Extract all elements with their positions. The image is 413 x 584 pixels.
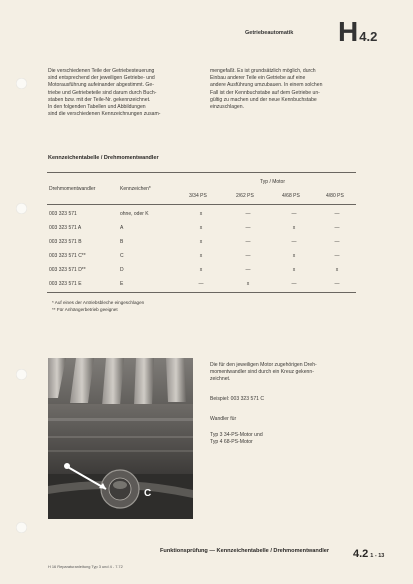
- table-bottom-rule: [47, 292, 356, 293]
- table-header-converter: Drehmomentwandler: [49, 186, 96, 192]
- footer-section-code: 4.2: [353, 548, 369, 560]
- intro-line: Motorausführung aufeinander abgestimmt. Ge-: [48, 82, 154, 89]
- engine-cell: —: [245, 239, 251, 245]
- engine-cell: x: [292, 225, 296, 231]
- table-group-header: Typ / Motor: [260, 179, 286, 185]
- engine-cell: —: [334, 253, 340, 259]
- punch-hole-3: [16, 369, 27, 380]
- intro-line: triebe und Getriebeteile sind darum durch Buch-: [48, 89, 157, 96]
- header-section-code: [338, 18, 377, 46]
- photo-caption: [210, 362, 360, 384]
- intro-line: Die verschiedenen Teile der Getriebesteuerung: [48, 68, 155, 74]
- table-header-engine: 3/34 PS: [189, 193, 207, 199]
- engine-cell: x: [199, 267, 203, 273]
- engine-cell: —: [291, 211, 297, 217]
- caption-types: [210, 432, 360, 446]
- part-number: 003 323 571 A: [49, 225, 82, 231]
- engine-cell: —: [245, 267, 251, 273]
- photo-label: C: [144, 488, 152, 499]
- table-header-engine: 2/62 PS: [236, 193, 254, 199]
- caption-line: momentwandler sind durch ein Kreuz gekenn-: [210, 369, 314, 376]
- intro-line: Fall ist der Kennbuchstabe auf dem Getriebe un-: [210, 89, 320, 96]
- footer-edition: H 16 Reparaturanleitung Typ 3 und 4 - 7.72: [48, 564, 123, 569]
- intro-line: andere Ausführung umzubauen. In einem solchen: [210, 82, 323, 89]
- mark-code: ohne, oder K: [120, 211, 149, 217]
- engine-cell: —: [334, 281, 340, 287]
- engine-cell: —: [245, 211, 251, 217]
- mark-code: B: [120, 239, 124, 245]
- caption-type-line: Typ 3 34-PS-Motor und: [210, 432, 263, 438]
- engine-cell: —: [291, 281, 297, 287]
- table-header-mark: Kennzeichen*: [120, 186, 151, 192]
- engine-cell: x: [199, 253, 203, 259]
- intro-line: sind entsprechend der jeweiligen Getriebe- und: [48, 75, 155, 82]
- mark-code: C: [120, 253, 124, 259]
- engine-cell: x: [199, 225, 203, 231]
- part-number: 003 323 571 D**: [49, 267, 86, 273]
- header-title: Getriebeautomatik: [245, 30, 294, 36]
- header-code-number: 4.2: [359, 29, 378, 44]
- caption-line: Die für den jeweiligen Motor zugehörigen Dreh-: [210, 362, 317, 368]
- engine-cell: —: [334, 225, 340, 231]
- engine-cell: —: [334, 239, 340, 245]
- section-title: Kennzeichentabelle / Drehmomentwandler: [48, 155, 159, 161]
- engine-cell: x: [199, 239, 203, 245]
- part-number: 003 323 571 E: [49, 281, 82, 287]
- table-header-engine: 4/80 PS: [326, 193, 344, 199]
- caption-type-line: Typ 4 68-PS-Motor: [210, 439, 253, 446]
- engine-cell: —: [291, 239, 297, 245]
- part-number: 003 323 571 C**: [49, 253, 86, 259]
- intro-line: einzuschlagen.: [210, 104, 244, 111]
- intro-line: mengefaßt. Es ist grundsätzlich möglich, durch: [210, 68, 316, 74]
- part-number: 003 323 571: [49, 211, 77, 217]
- part-number: 003 323 571 B: [49, 239, 82, 245]
- intro-left-column: [48, 68, 191, 118]
- mark-code: D: [120, 267, 124, 273]
- caption-line: zeichnet.: [210, 376, 231, 383]
- engine-cell: —: [334, 211, 340, 217]
- header-code-letter: H: [338, 16, 359, 47]
- punch-hole-2: [16, 203, 27, 214]
- torque-converter-photo: [48, 358, 193, 519]
- footer-title: Funktionsprüfung — Kennzeichentabelle / Drehmomentwandler: [160, 548, 330, 554]
- engine-cell: x: [199, 211, 203, 217]
- engine-cell: x: [246, 281, 250, 287]
- torque-converter-illustration: [48, 358, 193, 519]
- engine-cell: x: [292, 253, 296, 259]
- footer-page-code: [353, 544, 384, 562]
- intro-line: Einbau anderer Teile ein Getriebe auf eine: [210, 75, 306, 82]
- table-header-engine: 4/68 PS: [282, 193, 300, 199]
- caption-wandler-label: Wandler für: [210, 416, 237, 422]
- intro-line: gültig zu machen und der neue Kennbuchstabe: [210, 96, 317, 103]
- mark-code: A: [120, 225, 124, 231]
- footnote: * Auf eines der Antriebsbleche eingeschlagen: [52, 300, 145, 305]
- table-top-rule: [47, 172, 356, 173]
- punch-hole-1: [16, 78, 27, 89]
- footnote: ** Für Anhängerbetrieb geeignet: [52, 307, 118, 312]
- intro-line: In den folgenden Tabellen und Abbildungen: [48, 104, 146, 111]
- engine-cell: x: [335, 267, 339, 273]
- engine-cell: —: [245, 253, 251, 259]
- engine-cell: x: [292, 267, 296, 273]
- footer-page-number: 1 - 13: [370, 553, 385, 559]
- table-header-rule: [47, 204, 356, 205]
- engine-cell: —: [198, 281, 204, 287]
- mark-code: E: [120, 281, 124, 287]
- caption-example: Beispiel: 003 323 571 C: [210, 396, 265, 402]
- engine-cell: —: [245, 225, 251, 231]
- punch-hole-4: [16, 522, 27, 533]
- intro-right-column: [210, 68, 355, 111]
- intro-line: sind die verschiedenen Kennzeichnungen zusam-: [48, 111, 161, 118]
- intro-line: staben bzw. mit der Teile-Nr. gekennzeichnet.: [48, 96, 151, 103]
